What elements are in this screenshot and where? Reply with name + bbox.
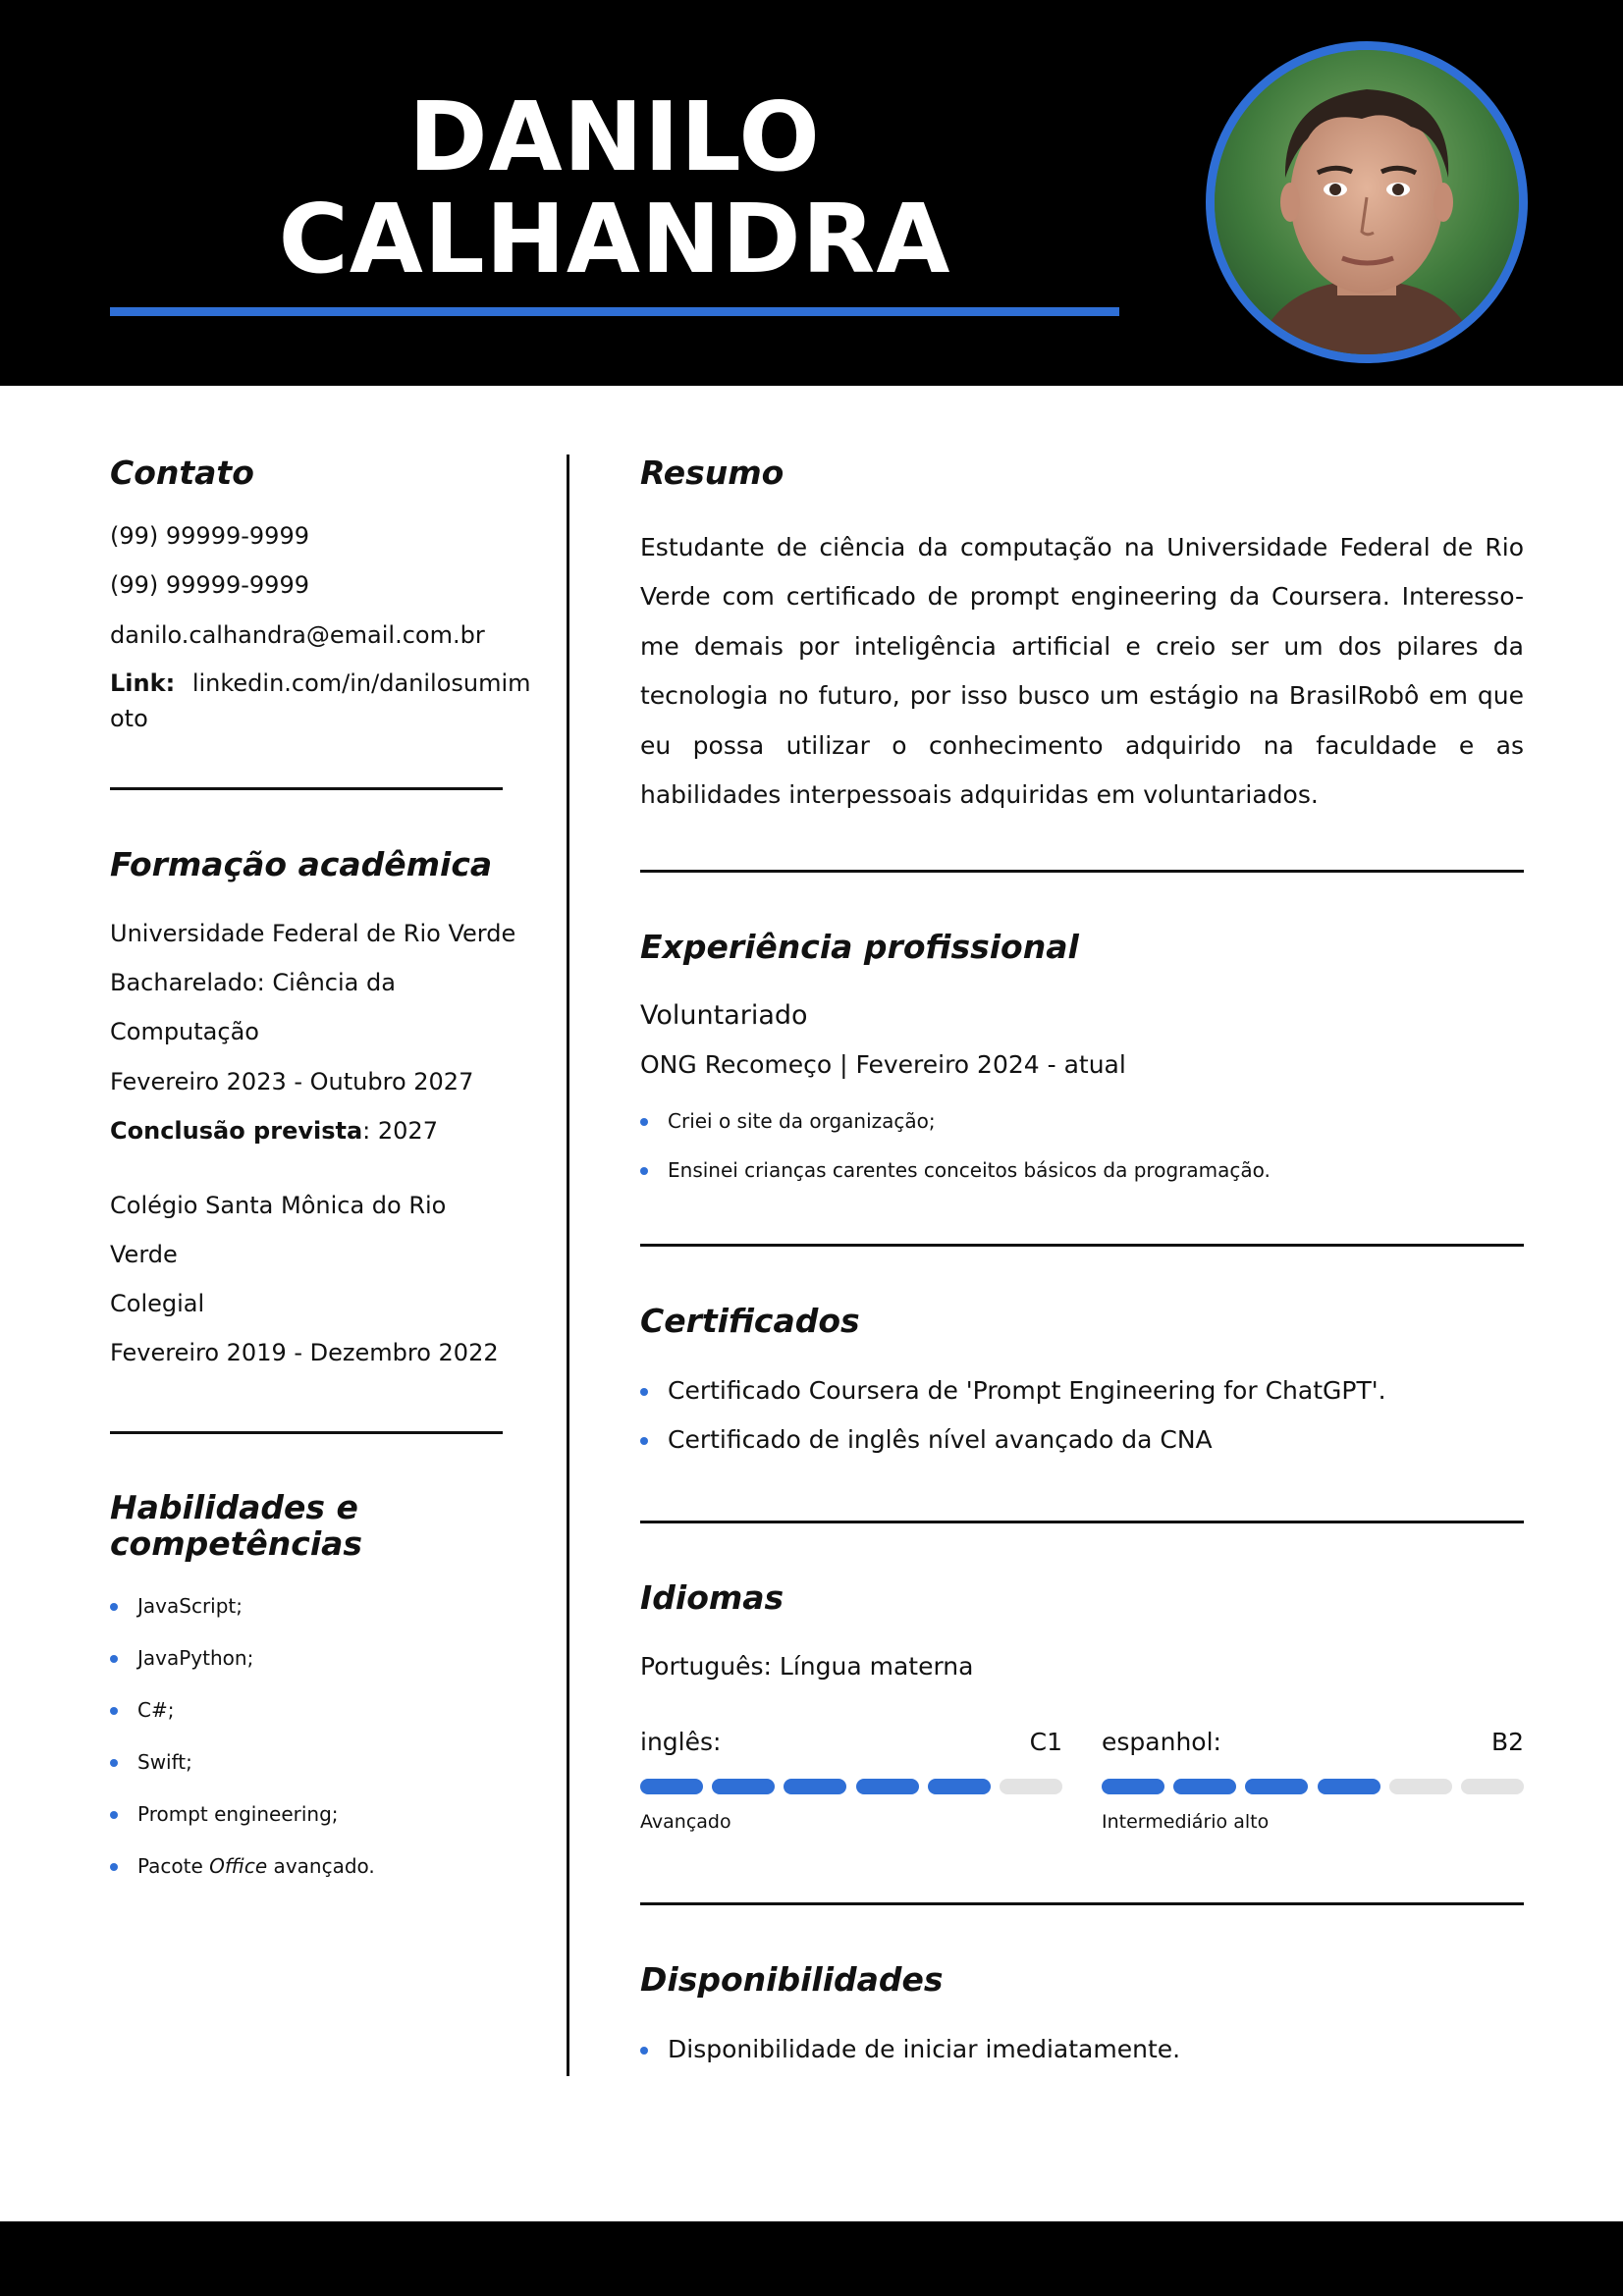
footer-bar	[0, 2221, 1623, 2296]
header-banner	[0, 0, 1623, 386]
name-underline	[110, 307, 1119, 316]
contact-link-url: linkedin.com/in/danilosumim	[191, 669, 531, 697]
language-head	[640, 1728, 1062, 1757]
contact-email: danilo.calhandra@email.com.br	[110, 621, 485, 649]
language-head	[1102, 1728, 1524, 1757]
contact-phone-2: (99) 99999-9999	[110, 571, 309, 599]
summary-title: Resumo	[640, 454, 784, 492]
experience-org: ONG Recomeço | Fevereiro 2024 - atual	[640, 1050, 1126, 1079]
bullet-icon	[640, 1167, 648, 1175]
avatar-illustration	[1215, 50, 1519, 354]
language-level-bar	[640, 1779, 1062, 1794]
bullet-icon	[640, 1118, 648, 1126]
language-level-desc: Intermediário alto	[1102, 1811, 1270, 1833]
skills-title-cont: competências	[110, 1524, 363, 1563]
education-conclusion-label: Conclusão prevista	[110, 1117, 363, 1145]
language-name: inglês:	[640, 1728, 722, 1756]
contact-phone-1: (99) 99999-9999	[110, 522, 309, 550]
summary-text: Estudante de ciência da computação na Universidade Federal de Rio Verde com certificado de prompt engineering da Coursera. Interesso-me demais por inteligência artificial e creio ser um dos pilares da tecnologia no futuro, por isso busco um estágio na BrasilRobô em que eu possa utilizar o conhecimento adquirido na faculdade e as habilidades interpessoais adquiridas em voluntariados.	[640, 533, 1524, 810]
level-segment-filled	[1245, 1779, 1308, 1794]
language-level-desc: Avançado	[640, 1811, 731, 1833]
column-divider	[567, 454, 569, 2076]
bullet-icon	[110, 1863, 118, 1871]
bullet-icon	[110, 1707, 118, 1715]
availability-title: Disponibilidades	[640, 1960, 944, 1999]
skill-label: JavaPython;	[137, 1646, 254, 1670]
level-segment-filled	[640, 1779, 703, 1794]
skill-label: Swift;	[137, 1750, 192, 1774]
contact-link-url-cont: oto	[110, 705, 148, 732]
skill-label: C#;	[137, 1698, 175, 1722]
experience-item-text: Ensinei crianças carentes conceitos básicos da programação.	[668, 1158, 1271, 1182]
level-segment-filled	[928, 1779, 991, 1794]
bullet-icon	[640, 1437, 648, 1445]
language-level: B2	[1490, 1728, 1524, 1756]
level-segment-filled	[784, 1779, 846, 1794]
contact-link-label: Link:	[110, 669, 176, 697]
language-name: espanhol:	[1102, 1728, 1221, 1756]
education-period-2: Fevereiro 2019 - Dezembro 2022	[110, 1339, 499, 1366]
level-segment-filled	[856, 1779, 919, 1794]
experience-item-text: Criei o site da organização;	[668, 1109, 936, 1133]
certificate-text: Certificado de inglês nível avançado da CNA	[668, 1425, 1213, 1454]
level-segment-filled	[1102, 1779, 1164, 1794]
skill-prefix: Pacote	[137, 1854, 210, 1878]
bullet-icon	[640, 2047, 648, 2055]
education-divider	[110, 1431, 503, 1434]
language-native: Português: Língua materna	[640, 1652, 974, 1681]
languages-divider	[640, 1902, 1524, 1905]
skill-label: Prompt engineering;	[137, 1802, 339, 1826]
contact-divider	[110, 787, 503, 790]
contact-link	[110, 668, 531, 698]
bullet-icon	[110, 1759, 118, 1767]
level-segment-empty	[1389, 1779, 1452, 1794]
certificate-text: Certificado Coursera de 'Prompt Engineering for ChatGPT'.	[668, 1376, 1386, 1405]
skill-label: JavaScript;	[137, 1594, 243, 1618]
level-segment-empty	[1461, 1779, 1524, 1794]
education-school-2-cont: Verde	[110, 1241, 178, 1268]
bullet-icon	[110, 1655, 118, 1663]
certificates-divider	[640, 1521, 1524, 1523]
skill-label	[137, 1851, 375, 1881]
education-school-1: Universidade Federal de Rio Verde	[110, 920, 516, 947]
education-conclusion	[110, 1116, 438, 1146]
skill-italic: Office	[209, 1854, 268, 1878]
level-segment-filled	[1318, 1779, 1380, 1794]
full-name	[110, 81, 1119, 294]
bullet-icon	[110, 1603, 118, 1611]
education-degree-1: Bacharelado: Ciência da	[110, 969, 396, 996]
education-conclusion-value: : 2027	[362, 1117, 438, 1145]
skills-title: Habilidades e	[110, 1488, 358, 1526]
first-name: DANILO	[408, 81, 821, 192]
last-name: CALHANDRA	[278, 184, 951, 294]
education-title: Formação acadêmica	[110, 845, 493, 883]
availability-text: Disponibilidade de iniciar imediatamente.	[668, 2035, 1181, 2063]
level-segment-empty	[1000, 1779, 1062, 1794]
experience-divider	[640, 1244, 1524, 1247]
language-level-bar	[1102, 1779, 1524, 1794]
bullet-icon	[640, 1388, 648, 1396]
summary-divider	[640, 870, 1524, 873]
level-segment-filled	[712, 1779, 775, 1794]
experience-title: Experiência profissional	[640, 928, 1079, 966]
skill-suffix: avançado.	[267, 1854, 375, 1878]
avatar-photo	[1206, 41, 1528, 363]
bullet-icon	[110, 1811, 118, 1819]
education-school-2: Colégio Santa Mônica do Rio	[110, 1192, 447, 1219]
level-segment-filled	[1173, 1779, 1236, 1794]
education-period-1: Fevereiro 2023 - Outubro 2027	[110, 1068, 474, 1095]
education-degree-2: Colegial	[110, 1290, 205, 1317]
language-level: C1	[1029, 1728, 1062, 1756]
contact-title: Contato	[110, 454, 254, 492]
education-degree-1-cont: Computação	[110, 1018, 259, 1045]
languages-title: Idiomas	[640, 1578, 784, 1617]
certificates-title: Certificados	[640, 1302, 860, 1340]
experience-role: Voluntariado	[640, 1000, 808, 1031]
